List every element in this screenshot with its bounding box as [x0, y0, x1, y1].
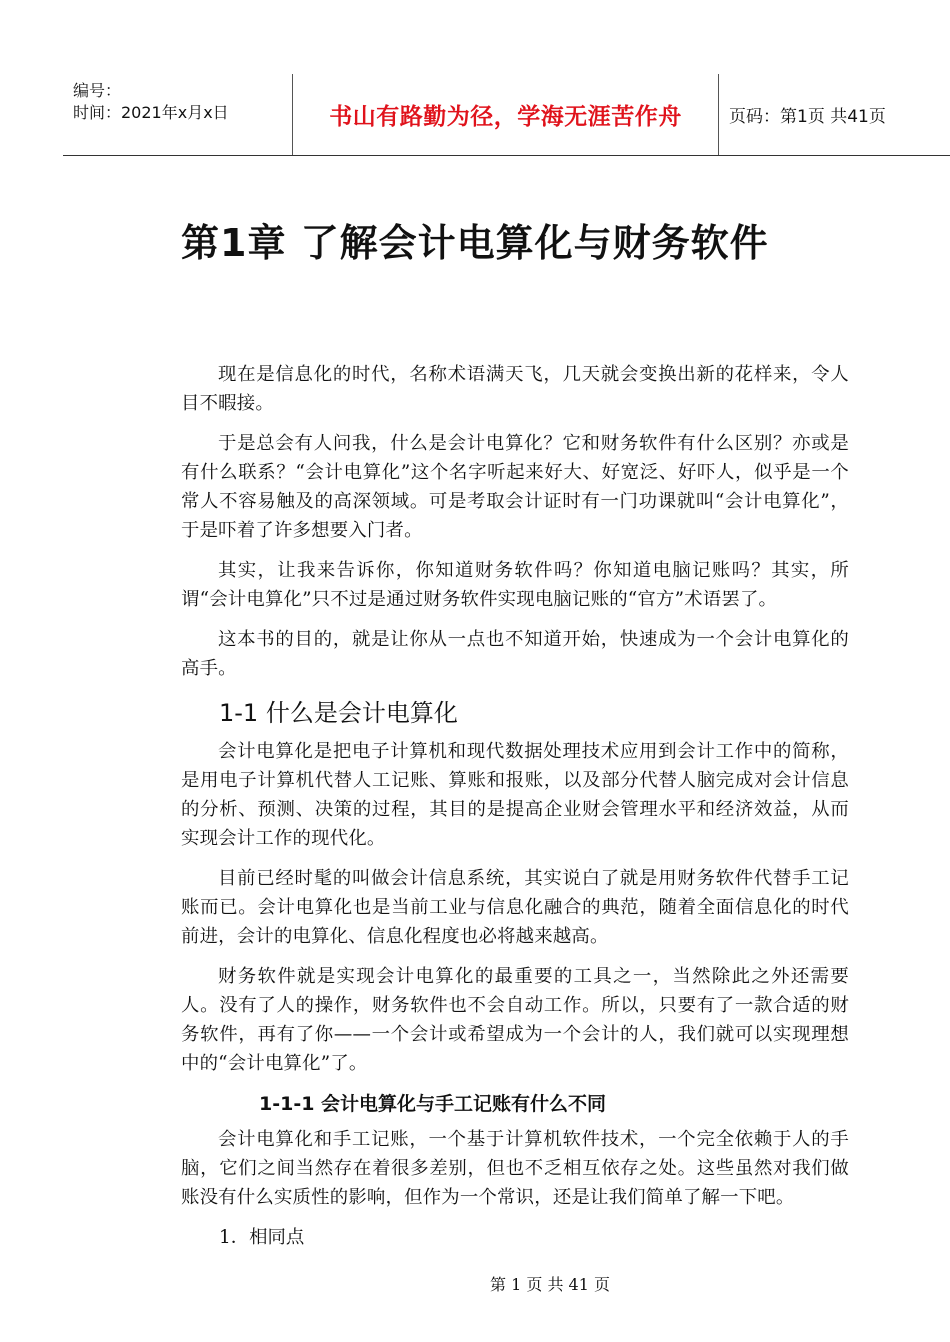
document-body — [181, 360, 849, 1252]
section-paragraph: 财务软件就是实现会计电算化的最重要的工具之一，当然除此之外还需要人。没有了人的操作，财务软件也不会自动工作。所以，只要有了一款合适的财务软件，再有了你——一个会计或希望成为一个会计的人，我们就可以实现理想中的“会计电算化”了。 — [181, 966, 849, 1074]
intro-paragraph: 这本书的目的，就是让你从一点也不知道开始，快速成为一个会计电算化的高手。 — [181, 629, 849, 679]
section-heading-1-1: 1-1 什么是会计电算化 — [219, 699, 458, 727]
chapter-title: 第1章 了解会计电算化与财务软件 — [181, 221, 769, 265]
intro-paragraph: 其实，让我来告诉你，你知道财务软件吗？你知道电脑记账吗？其实，所谓“会计电算化”只不过是通过财务软件实现电脑记账的“官方”术语罢了。 — [181, 560, 849, 610]
header-page-info: 页码：第1页 共41页 — [729, 107, 886, 127]
footer-page-number: 第 1 页 共 41 页 — [490, 1275, 610, 1294]
serial-label: 编号： — [73, 81, 122, 100]
page-footer — [0, 1272, 950, 1295]
header-motto: 书山有路勤为径，学海无涯苦作舟 — [293, 74, 719, 155]
time-label: 时间：2021年x月x日 — [73, 103, 229, 122]
section-paragraph: 会计电算化是把电子计算机和现代数据处理技术应用到会计工作中的简称，是用电子计算机代替人工记账、算账和报账，以及部分代替人脑完成对会计信息的分析、预测、决策的过程，其目的是提高企业财会管理水平和经济效益，从而实现会计工作的现代化。 — [181, 741, 849, 849]
subsection-heading-1-1-1: 1-1-1 会计电算化与手工记账有什么不同 — [259, 1093, 607, 1115]
list-item-similarities: 1．相同点 — [219, 1227, 305, 1248]
header-meta — [63, 74, 293, 155]
section-paragraph: 目前已经时髦的叫做会计信息系统，其实说白了就是用财务软件代替手工记账而已。会计电算化也是当前工业与信息化融合的典范，随着全面信息化的时代前进，会计的电算化、信息化程度也必将越来越高。 — [181, 868, 849, 947]
intro-paragraph: 于是总会有人问我，什么是会计电算化？它和财务软件有什么区别？亦或是有什么联系？“会计电算化”这个名字听起来好大、好宽泛、好吓人，似乎是一个常人不容易触及的高深领域。可是考取会计证时有一门功课就叫“会计电算化”，于是吓着了许多想要入门者。 — [181, 433, 849, 541]
intro-paragraph: 现在是信息化的时代，名称术语满天飞，几天就会变换出新的花样来，令人目不暇接。 — [181, 364, 849, 414]
page-header — [63, 74, 950, 156]
subsection-paragraph: 会计电算化和手工记账，一个基于计算机软件技术，一个完全依赖于人的手脑，它们之间当然存在着很多差别，但也不乏相互依存之处。这些虽然对我们做账没有什么实质性的影响，但作为一个常识，还是让我们简单了解一下吧。 — [181, 1129, 849, 1208]
